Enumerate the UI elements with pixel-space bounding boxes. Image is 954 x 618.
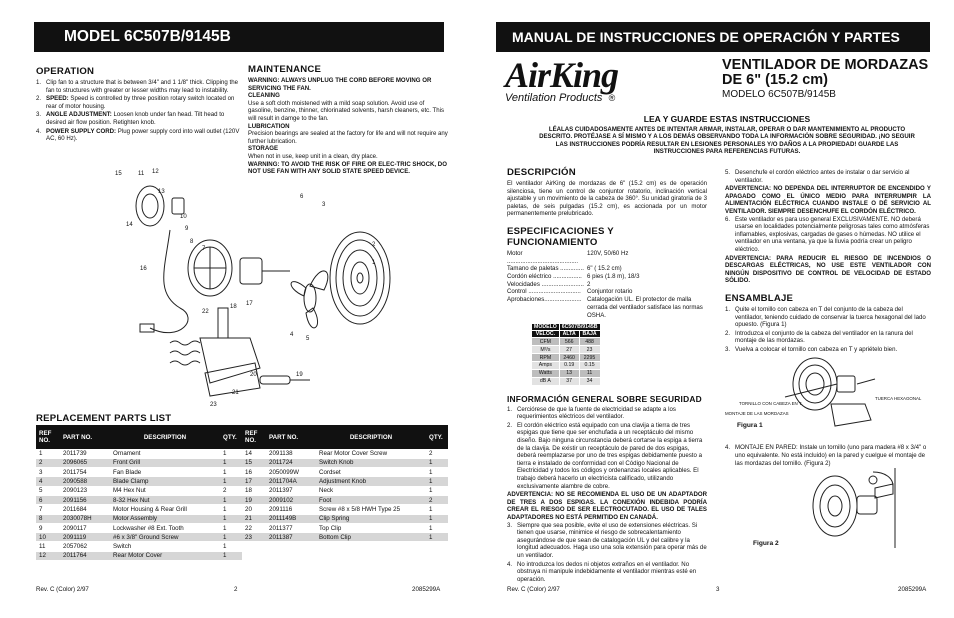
operation-item	[36, 111, 241, 126]
parts-cell: 2096065	[60, 458, 110, 467]
parts-row	[36, 458, 242, 467]
safety-title: INFORMACIÓN GENERAL SOBRE SEGURIDAD	[507, 393, 702, 404]
list-number: 4.	[36, 127, 42, 135]
manual-banner: MANUAL DE INSTRUCCIONES DE OPERACIÓN Y PARTES	[496, 22, 930, 52]
parts-row	[36, 468, 242, 477]
fig1-label-tee-screw: TORNILLO CON CABEZA EN T	[739, 401, 802, 407]
parts-cell: 2011764	[60, 551, 110, 560]
safety-item	[725, 216, 931, 254]
figure-1	[725, 354, 931, 440]
parts-row	[36, 495, 242, 504]
diagram-callout: 14	[126, 222, 133, 228]
parts-cell: Clip Spring	[316, 514, 426, 523]
parts-cell: 18	[242, 486, 266, 495]
parts-cell: Front Grill	[110, 458, 220, 467]
operation-item	[36, 128, 241, 143]
parts-column-header: REF NO.	[36, 425, 60, 449]
parts-cell: 1	[426, 468, 448, 477]
product-title-line2: DE 6" (15.2 cm)	[722, 72, 829, 88]
figure-2	[725, 468, 931, 548]
spec-row	[507, 273, 707, 281]
lubrication-title: LUBRICATION	[248, 122, 290, 130]
safety-item	[507, 406, 707, 421]
model-banner: MODEL 6C507B/9145B	[34, 22, 444, 52]
safety-item-5	[725, 169, 931, 184]
speed-cell: 11	[579, 369, 600, 377]
parts-cell: 20	[242, 505, 266, 514]
airking-logo: AirKing Ventilation Products ®	[505, 55, 619, 104]
spec-key: Aprobaciones......................	[507, 296, 582, 304]
parts-cell: 1	[220, 505, 242, 514]
parts-cell: 2057062	[60, 542, 110, 551]
list-number: 3.	[36, 111, 42, 119]
parts-cell: 1	[220, 495, 242, 504]
list-text: SPEED: Speed is controlled by three position rotary switch located on rear of motor housing.	[46, 95, 235, 110]
parts-cell: Screw #8 x 5/8 HWH Type 25	[316, 505, 426, 514]
diagram-callout: 4	[290, 332, 294, 338]
parts-cell: 8	[36, 514, 60, 523]
spec-value: 120V, 50/60 Hz	[587, 249, 629, 257]
logo-registered: ®	[608, 93, 616, 103]
footer-code-right: 2085299A	[898, 586, 927, 593]
parts-cell: 17	[242, 477, 266, 486]
exploded-parts-diagram	[110, 168, 400, 406]
list-number: 4.	[507, 560, 513, 568]
parts-cell: 1	[426, 505, 448, 514]
parts-cell: 2011377	[266, 523, 316, 532]
parts-row	[36, 486, 242, 495]
list-lead: POWER SUPPLY CORD:	[46, 127, 117, 135]
storage-text: When not in use, keep unit in a clean, dry place.	[248, 152, 378, 160]
parts-row	[242, 477, 448, 486]
operation-section	[36, 66, 241, 144]
safety-item	[507, 422, 707, 490]
parts-cell: 9	[36, 523, 60, 532]
fig1-label-hex-nut: TUERCA HEXAGONAL	[875, 396, 922, 402]
speed-row	[532, 338, 601, 346]
speed-row	[532, 354, 601, 362]
spec-key: Control ...............................	[507, 288, 581, 296]
list-text: Este ventilador es para uso general EXCLUSIVAMENTE. NO deberá usarse en localidades potencialmente peligrosas tales como atmósferas inflamables, explosivas, cargadas de gases o húmedas. NO utilice el ventilador en una ventana, ya que la lluvia podría crear un peligro eléctrico.	[735, 215, 930, 253]
operation-item	[36, 95, 241, 110]
lubrication-text: Precision bearings are sealed at the factory for life and will not require any further lubrication.	[248, 130, 448, 145]
parts-cell: 2	[36, 458, 60, 467]
speed-cell: 37	[559, 377, 579, 385]
speed-cell: Amps	[532, 361, 560, 369]
parts-row	[36, 523, 242, 532]
diagram-callout: 13	[158, 189, 165, 195]
parts-cell: M4 Hex Nut	[110, 486, 220, 495]
maintenance-title: MAINTENANCE	[248, 64, 322, 75]
parts-cell: 1	[220, 468, 242, 477]
spec-key: Velocidades .........................	[507, 280, 584, 288]
diagram-callout: 6	[300, 194, 304, 200]
parts-column-header: PART NO.	[60, 425, 110, 449]
parts-cell: 12	[36, 551, 60, 560]
spec-value: Catalogación UL. El protector de malla cerrada del ventilador satisface las normas OSHA.	[587, 296, 703, 319]
diagram-callout: 8	[190, 239, 194, 245]
parts-cell: 1	[426, 486, 448, 495]
speed-cell: CFM	[532, 338, 560, 346]
parts-cell: Fan Blade	[110, 468, 220, 477]
figure-1-caption: Figura 1	[737, 422, 763, 430]
parts-cell: Cordset	[316, 468, 426, 477]
diagram-callout: 15	[115, 171, 122, 177]
list-text: Cerciórese de que la fuente de electricidad se adapte a los requerimientos eléctricos del ventilador.	[517, 405, 676, 421]
parts-cell: Motor Housing & Rear Grill	[110, 505, 220, 514]
list-number: 3.	[725, 345, 731, 353]
parts-cell: 2011704A	[266, 477, 316, 486]
safety-list-2	[507, 522, 707, 584]
operation-title: OPERATION	[36, 66, 95, 77]
list-lead: ANGLE ADJUSTMENT:	[46, 111, 112, 119]
maintenance-section	[248, 64, 450, 176]
parts-cell: Motor Assembly	[110, 514, 220, 523]
parts-cell: 2090117	[60, 523, 110, 532]
right-column-1	[507, 167, 707, 584]
spec-row	[507, 296, 707, 319]
list-number: 1.	[36, 79, 42, 86]
parts-cell: 1	[220, 551, 242, 560]
parts-row	[242, 514, 448, 523]
fig1-label-clamp: MONTAJE DE LAS MORDAZAS	[725, 411, 789, 417]
assembly-list	[725, 306, 931, 354]
parts-cell: Top Clip	[316, 523, 426, 532]
parts-cell: 1	[426, 477, 448, 486]
list-text: Desenchufe el cordón eléctrico antes de instalar o dar servicio al ventilador.	[735, 169, 910, 184]
parts-cell: Rear Motor Cover Screw	[316, 449, 426, 458]
parts-column-header: QTY.	[426, 425, 448, 449]
diagram-callout: 18	[230, 304, 237, 310]
parts-row	[242, 458, 448, 467]
parts-title: REPLACEMENT PARTS LIST	[36, 413, 172, 424]
speed-control-warning: ADVERTENCIA: PARA REDUCIR EL RIESGO DE INCENDIOS O DESCARGAS ELÉCTRICAS, NO USE ESTE VENTILADOR CON NINGÚN DISPOSITIVO DE CONTROL DE VELOCIDAD DE ESTADO SÓLIDO.	[725, 254, 931, 285]
figure-2-caption: Figura 2	[753, 540, 779, 548]
speed-cell: 27	[559, 346, 579, 354]
parts-row	[242, 505, 448, 514]
speed-row	[532, 346, 601, 354]
spec-row	[507, 265, 707, 273]
list-number: 6.	[725, 215, 731, 223]
list-number: 2.	[36, 95, 42, 103]
parts-cell: 2011724	[266, 458, 316, 467]
list-text: POWER SUPPLY CORD: Plug power supply cord into wall outlet (120V AC, 60 Hz).	[46, 127, 240, 143]
parts-cell: 2009102	[266, 495, 316, 504]
parts-row	[36, 542, 242, 551]
list-number: 3.	[507, 521, 513, 529]
footer-code-left: 2085299A	[412, 586, 441, 593]
parts-cell: 1	[36, 449, 60, 458]
parts-cell: 11	[36, 542, 60, 551]
spec-list	[507, 250, 707, 319]
diagram-callout: 23	[210, 402, 217, 406]
read-save-title: LEA Y GUARDE ESTAS INSTRUCCIONES	[643, 114, 811, 124]
parts-cell: 4	[36, 477, 60, 486]
spec-row	[507, 288, 707, 296]
parts-cell: 1	[426, 523, 448, 532]
parts-cell: 2091138	[266, 449, 316, 458]
parts-row	[36, 449, 242, 458]
speed-cell: 23	[579, 346, 600, 354]
parts-cell: 2	[220, 486, 242, 495]
parts-cell: 16	[242, 468, 266, 477]
list-number: 2.	[507, 421, 513, 429]
parts-row	[36, 514, 242, 523]
parts-cell: Foot	[316, 495, 426, 504]
list-text: Vuelva a colocar el tornillo con cabeza en T y apriételo bien.	[735, 345, 898, 353]
speed-cell: 2460	[559, 354, 579, 362]
list-number: 4.	[725, 444, 731, 452]
diagram-callout: 5	[306, 336, 310, 342]
fire-warning: WARNING: TO AVOID THE RISK OF FIRE OR ELEC-TRIC SHOCK, DO NOT USE FAN WITH ANY SOLID STATE SPEED DEVICE.	[248, 160, 447, 176]
diagram-callout: 17	[246, 301, 253, 307]
parts-row	[242, 495, 448, 504]
parts-cell: 1	[220, 458, 242, 467]
parts-cell: 2091156	[60, 495, 110, 504]
parts-cell: Rear Motor Cover	[110, 551, 220, 560]
diagram-callout: 22	[202, 309, 209, 315]
parts-cell: 1	[220, 449, 242, 458]
speed-cell: 0.15	[579, 361, 600, 369]
parts-row	[242, 468, 448, 477]
diagram-callout: 7	[202, 246, 206, 252]
safety-item	[725, 169, 931, 184]
parts-cell: 2091116	[266, 505, 316, 514]
figure-2-drawing	[725, 468, 931, 548]
description-text: El ventilador AirKing de mordazas de 6" (15.2 cm) es de operación silenciosa, tiene un control de conjuntor rotatorio, inclinación vertical ajustable y un movimiento de la cabeza de 360°. Su unidad giratoria de 3 paletas, de seis pulgadas (15.2 cm), es accionada por un motor permanentemente prelubricado.	[507, 180, 707, 218]
speed-row	[532, 377, 601, 385]
safety-list	[507, 406, 707, 491]
parts-column-header: REF NO.	[242, 425, 266, 449]
parts-cell: 2011387	[266, 533, 316, 542]
diagram-callout: 21	[232, 390, 239, 396]
list-text: Quite el tornillo con cabeza en T del conjunto de la cabeza del ventilador, teniendo cuidado de conservar la tuerca hexagonal del lado opuesto. (Figura 1)	[735, 305, 926, 329]
parts-cell: 5	[36, 486, 60, 495]
list-lead: SPEED:	[46, 95, 69, 103]
parts-cell: 1	[220, 533, 242, 542]
spec-key: Tamano de paletas ..............	[507, 265, 584, 273]
parts-cell: 22	[242, 523, 266, 532]
speed-cell: M³/s	[532, 346, 560, 354]
speed-cell: 2295	[579, 354, 600, 362]
parts-cell: 2090123	[60, 486, 110, 495]
parts-cell: Blade Clamp	[110, 477, 220, 486]
safety-item-6	[725, 216, 931, 254]
assembly-title: ENSAMBLAJE	[725, 292, 794, 304]
cleaning-title: CLEANING	[248, 92, 280, 100]
parts-cell: Bottom Clip	[316, 533, 426, 542]
assembly-item	[725, 346, 931, 354]
cleaning-text: Use a soft cloth moistened with a mild soap solution. Avoid use of gasoline, benzine, thinner, chlorinated solvents, harsh cleaners, etc. This will result in damge to the fan.	[248, 99, 445, 122]
parts-row	[242, 486, 448, 495]
list-number: 1.	[507, 405, 513, 413]
parts-row	[242, 449, 448, 458]
parts-column-header: PART NO.	[266, 425, 316, 449]
speed-table: MODELO 6C507B/9145B VELOC. ALTA BAJA CFM 566 488 M³/s 27 23 RPM 2460 2295 Amps 0.19 0.15 Watts 13 11 dB A 37 34	[531, 323, 601, 385]
safety-item	[507, 561, 707, 584]
figure-1-drawing	[725, 354, 931, 432]
spec-row	[507, 281, 707, 289]
spec-row	[507, 250, 707, 265]
safety-item	[507, 522, 707, 560]
parts-cell: 2011739	[60, 449, 110, 458]
parts-cell: 2090588	[60, 477, 110, 486]
list-text: MONTAJE EN PARED: Instale un tornillo (uno para madera #8 x 3/4" o uno equivalente. No está incluido) en la pared y cuelgue el montaje de las mordazas del tornillo. (Figura 2)	[735, 444, 927, 467]
footer-rev-right: Rev. C (Color) 2/97	[507, 586, 560, 593]
speed-row	[532, 369, 601, 377]
parts-cell: 19	[242, 495, 266, 504]
spec-title: ESPECIFICACIONES Y FUNCIONAMIENTO	[507, 225, 614, 248]
parts-row	[36, 505, 242, 514]
parts-cell: 1	[426, 514, 448, 523]
list-number: 2.	[725, 329, 731, 337]
parts-cell: Neck	[316, 486, 426, 495]
description-title: DESCRIPCIÓN	[507, 167, 576, 178]
parts-row	[36, 551, 242, 560]
spec-value: 6 pies (1.8 m), 18/3	[587, 273, 640, 281]
list-text: El cordón eléctrico está equipado con una clavija a tierra de tres espigas que tiene que ser enchufada a un receptáculo del mismo diseño. Bajo ninguna circunstancia deberá cortarse la espiga a tierra de la clavija. De existir un receptáculo de pared de dos espigas, deberá reemplazarse por uno de tres espigas debidamente puesto a tierra e instalado de conformidad con el Código Nacional de Electricidad y todos los códigos y ordenanzas locales aplicables. El trabajo deberá hacerlo un electricista calificado, utilizando exclusivamente alambre de cobre.	[517, 421, 703, 490]
list-text: Clip fan to a structure that is between 3/4" and 1 1/8" thick. Clipping the fan to structures with greater or lesser widths may lead to instability.	[46, 79, 238, 94]
spec-value: Conjuntor rotario	[587, 288, 633, 296]
diagram-callout: 12	[152, 169, 159, 175]
read-save-section	[537, 114, 917, 156]
parts-cell: 7	[36, 505, 60, 514]
parts-cell: 1	[426, 533, 448, 542]
operation-item	[36, 79, 241, 94]
parts-row	[36, 533, 242, 542]
list-number: 5.	[725, 169, 731, 176]
assembly-item-4	[725, 444, 931, 467]
parts-cell: 2011397	[266, 486, 316, 495]
right-column-2	[725, 169, 931, 548]
list-text: ANGLE ADJUSTMENT: Loosen knob under fan head. Tilt head to desired air flow position. Retighten knob.	[46, 111, 225, 126]
parts-cell: 8-32 Hex Nut	[110, 495, 220, 504]
diagram-callout: 1	[372, 260, 376, 266]
parts-row	[242, 523, 448, 532]
parts-column-header: QTY.	[220, 425, 242, 449]
parts-cell: 1	[220, 542, 242, 551]
parts-cell: 2050099W	[266, 468, 316, 477]
parts-table-left	[36, 425, 242, 561]
speed-cell: dB A	[532, 377, 560, 385]
parts-cell: 1	[426, 458, 448, 467]
read-save-text: LÉALAS CUIDADOSAMENTE ANTES DE INTENTAR ARMAR, INSTALAR, OPERAR O DAR MANTENIMIENTO AL PRODUCTO DESCRITO. PROTÉJASE A SÍ MISMO Y A LOS DEMÁS OBSERVANDO TODA LA INFORMACIÓN SOBRE SEGURIDAD. ¡NO SEGUIR LAS INSTRUCCIONES PODRÍA RESULTAR EN LESIONES PERSONALES Y/O DAÑOS A LA PROPIEDAD! GUARDE LAS INSTRUCCIONES PARA REFERENCIAS FUTURAS.	[539, 126, 915, 156]
parts-cell: 23	[242, 533, 266, 542]
parts-cell: 1	[220, 514, 242, 523]
parts-column-header: DESCRIPTION	[316, 425, 426, 449]
parts-cell: 1	[220, 477, 242, 486]
right-page	[477, 0, 954, 618]
parts-cell: Ornament	[110, 449, 220, 458]
parts-cell: Switch	[110, 542, 220, 551]
speed-cell: 488	[579, 338, 600, 346]
spec-key: Cordón eléctrico .................	[507, 273, 582, 281]
product-title-block	[722, 58, 937, 100]
parts-cell: Switch Knob	[316, 458, 426, 467]
diagram-callout: 3	[322, 202, 326, 208]
diagram-callout: 10	[180, 214, 187, 220]
speed-row	[532, 361, 601, 369]
assembly-item	[725, 444, 931, 467]
spec-value: 2	[587, 280, 591, 288]
parts-cell: #6 x 3/8" Ground Screw	[110, 533, 220, 542]
parts-column-header: DESCRIPTION	[110, 425, 220, 449]
diagram-callout: 2	[372, 242, 376, 248]
speed-cell: 13	[559, 369, 579, 377]
maintenance-warning: WARNING: ALWAYS UNPLUG THE CORD BEFORE MOVING OR SERVICING THE FAN.	[248, 77, 432, 92]
parts-cell: 2011149B	[266, 514, 316, 523]
footer-rev-left: Rev. C (Color) 2/97	[36, 586, 89, 593]
storage-title: STORAGE	[248, 145, 279, 153]
parts-row	[36, 477, 242, 486]
parts-cell: 2030078H	[60, 514, 110, 523]
diagram-callout: 11	[138, 171, 145, 177]
parts-cell: 2011754	[60, 468, 110, 477]
spec-key: Motor ..........................................	[507, 249, 579, 265]
parts-cell: 2	[426, 449, 448, 458]
parts-cell: 21	[242, 514, 266, 523]
parts-cell: 1	[220, 523, 242, 532]
diagram-callout: 16	[140, 266, 147, 272]
parts-cell: Lockwasher #8 Ext. Tooth	[110, 523, 220, 532]
parts-cell: 2091119	[60, 533, 110, 542]
speed-cell: 34	[579, 377, 600, 385]
diagram-callout: 9	[185, 226, 189, 232]
spec-value: 6" ( 15.2 cm)	[587, 265, 622, 273]
parts-cell: 10	[36, 533, 60, 542]
parts-row	[242, 533, 448, 542]
speed-cell: RPM	[532, 354, 560, 362]
safety-warning: ADVERTENCIA: NO SE RECOMIENDA EL USO DE UN ADAPTADOR DE TRES A DOS ESPIGAS. LA CONEXIÓN INDEBIDA PODRÍA CREAR EL RIESGO DE SER ELECTROCUTADO. EL USO DE TALES ADAPTADORES NO ESTÁ PERMITIDO EN CANADÁ.	[507, 491, 707, 521]
parts-cell: 2011684	[60, 505, 110, 514]
product-title-line1: VENTILADOR DE MORDAZAS	[722, 57, 929, 73]
list-text: Siempre que sea posible, evite el uso de extensiones eléctricas. Si tienen que usarse, minimice el riesgo de sobrecalentamiento asegurándose de que sean de catalogación UL y del calibre y la longitud adecuados. Haga uso una sola extensión para operar más de un ventilador.	[517, 521, 707, 559]
speed-cell: 0.19	[559, 361, 579, 369]
parts-table-right	[242, 425, 448, 542]
parts-cell: 3	[36, 468, 60, 477]
list-number: 1.	[725, 305, 731, 313]
list-text: Introduzca el conjunto de la cabeza del ventilador en la ranura del montaje de las mordazas.	[735, 329, 913, 345]
switch-warning: ADVERTENCIA: NO DEPENDA DEL INTERRUPTOR DE ENCENDIDO Y APAGADO COMO EL ÚNICO MEDIO PARA INTERRUMPIR LA ALIMENTACIÓN ELÉCTRICA CUANDO INSTALE O DÉ SERVICIO AL VENTILADOR. SIEMPRE DESENCHUFE EL CORDÓN ELÉCTRICO.	[725, 185, 931, 215]
assembly-item	[725, 330, 931, 345]
speed-cell: Watts	[532, 369, 560, 377]
parts-cell: 15	[242, 458, 266, 467]
parts-cell: 2	[426, 495, 448, 504]
list-text: No introduzca los dedos ni objetos extraños en el ventilador. No obstruya ni manipule indebidamente el ventilador mientras esté en operación.	[517, 560, 697, 583]
product-model: MODELO 6C507B/9145B	[722, 89, 836, 100]
assembly-item	[725, 306, 931, 329]
parts-cell: 6	[36, 495, 60, 504]
footer-page-left: 2	[234, 586, 238, 593]
diagram-callout: 19	[296, 372, 303, 378]
parts-cell: Adjustment Knob	[316, 477, 426, 486]
diagram-callout: 20	[250, 372, 257, 378]
operation-list	[36, 79, 241, 143]
footer-page-right: 3	[716, 586, 720, 593]
speed-cell: 566	[559, 338, 579, 346]
parts-cell: 14	[242, 449, 266, 458]
logo-subtitle: Ventilation Products	[505, 92, 603, 104]
